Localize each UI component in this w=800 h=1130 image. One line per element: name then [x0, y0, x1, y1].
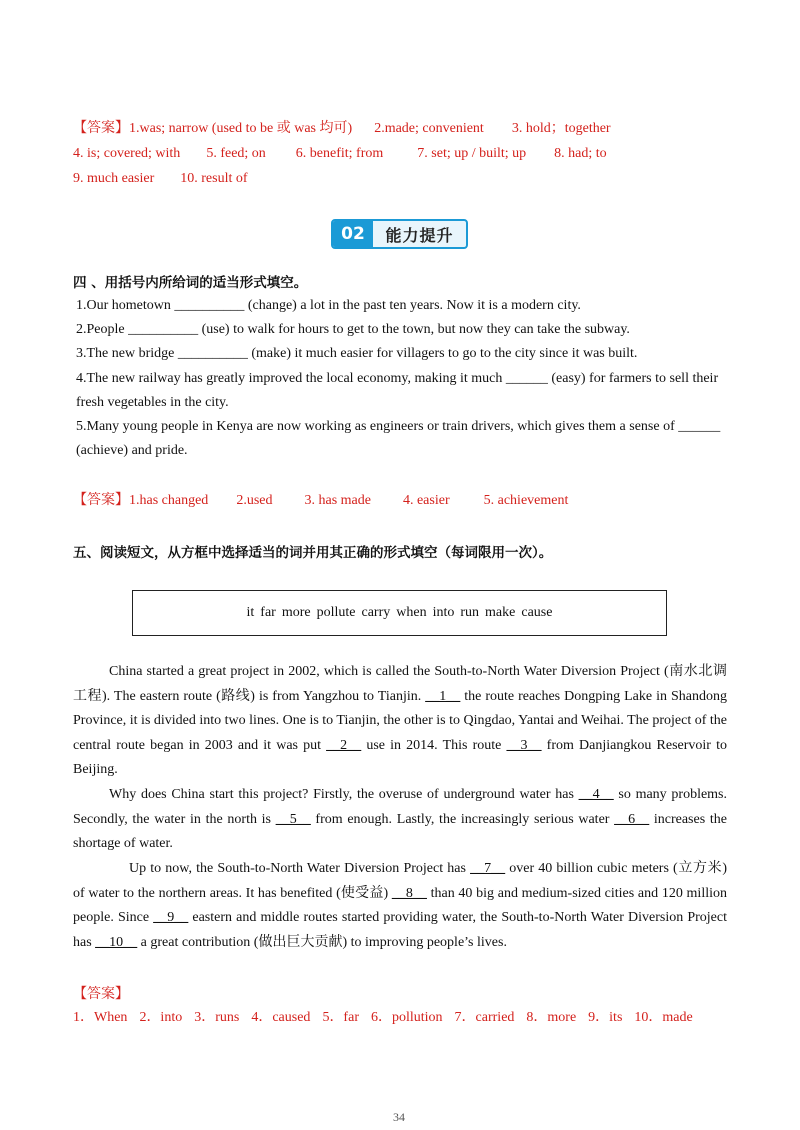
passage-text: so many problems. Secondly, the water in the north is: [73, 787, 728, 827]
answer-item: 3. has made: [304, 493, 371, 508]
answer-label: 【答案】: [73, 121, 129, 136]
answer-line-3: [73, 169, 248, 189]
answer-item: 9. much easier: [73, 171, 155, 186]
passage-text: than 40 big and medium-sized cities and 120 million people. Since: [73, 885, 727, 926]
blank-9: __9__: [153, 910, 189, 926]
answer-item: 8. had; to: [554, 146, 607, 161]
word-bank-item: more: [281, 605, 311, 620]
answer-line-2: [73, 144, 607, 164]
word-bank-box: [132, 590, 667, 636]
blank-10: __10__: [95, 934, 138, 950]
answer-line-4: [73, 491, 568, 511]
answer-item: 1.has changed: [129, 493, 209, 508]
blank-3: __3__: [506, 737, 542, 753]
answer-item: 1.was; narrow (used to be 或 was 均可): [129, 121, 353, 136]
answer-item: 4．caused: [251, 1010, 311, 1025]
answer-item: 5．far: [322, 1010, 359, 1025]
blank-2: __2__: [326, 737, 362, 753]
section-number: 02: [333, 221, 373, 247]
question-3: 3.The new bridge __________ (make) it much easier for villagers to go to the city since it was built.: [76, 346, 638, 361]
answer-item: 5. achievement: [483, 493, 569, 508]
passage-text: Why does China start this project? Firstly, the overuse of underground water has: [109, 787, 579, 802]
question-4-cont: fresh vegetables in the city.: [76, 395, 229, 410]
question-5: 5.Many young people in Kenya are now working as engineers or train drivers, which gives them a sense of ______: [76, 419, 721, 434]
answer-line-1: [73, 119, 611, 139]
section4-heading: 四 、用括号内所给词的适当形式填空。: [73, 275, 308, 291]
passage-text: increases the shortage of water.: [73, 811, 727, 852]
blank-4: __4__: [578, 787, 614, 802]
word-bank-item: far: [260, 605, 276, 620]
passage-text: a great contribution (做出巨大贡献) to improving people’s lives.: [137, 934, 507, 950]
blank-7: __7__: [470, 861, 506, 876]
answer-item: 4. easier: [402, 493, 450, 508]
word-bank-item: when: [396, 605, 427, 620]
question-4: 4.The new railway has greatly improved the local economy, making it much ______ (easy) for farmers to sell their: [76, 371, 719, 386]
answer-item: 5. feed; on: [206, 146, 266, 161]
section-badge: [331, 219, 468, 249]
passage-text: use in 2014. This route: [361, 737, 507, 753]
answer-item: 7. set; up / built; up: [417, 146, 527, 161]
word-bank-item: pollute: [316, 605, 356, 620]
answer-item: 3．runs: [194, 1010, 240, 1025]
passage-text: over 40 billion cubic meters (立方米) of water to the northern areas. It has benefited (使受益): [73, 861, 727, 901]
answer-item: 2．into: [139, 1010, 183, 1025]
word-bank-item: make: [485, 605, 516, 620]
passage-text: from Danjiangkou Reservoir to Beijing.: [73, 737, 727, 778]
answer-item: 2.used: [236, 493, 273, 508]
passage-paragraph-3: [73, 857, 727, 955]
answer-item: 4. is; covered; with: [73, 146, 181, 161]
question-1: 1.Our hometown __________ (change) a lot in the past ten years. Now it is a modern city.: [76, 298, 581, 313]
word-bank-item: run: [460, 605, 480, 620]
answer-item: 2.made; convenient: [374, 121, 484, 136]
page-number: 34: [393, 1110, 405, 1124]
word-bank-item: cause: [521, 605, 553, 620]
passage-text: the route reaches Dongping Lake in Shandong Province, it is divided into two lines. One is to Tianjin, the other is to Qingdao, Yantai and Weihai. The project of the central route began in 2003 and it was put: [73, 688, 727, 753]
passage-paragraph-2: [73, 783, 727, 857]
answer-item: 10．made: [634, 1010, 693, 1025]
section5-heading: 五、阅读短文，从方框中选择适当的词并用其正确的形式填空（每词限用一次）。: [73, 545, 553, 561]
answer-item: 1．When: [73, 1010, 128, 1025]
passage-text: eastern and middle routes started providing water, the South-to-North Water Diversion Project has: [73, 910, 728, 950]
answer-label: 【答案】: [73, 493, 129, 508]
answer-item: 8．more: [526, 1010, 577, 1025]
word-bank-item: carry: [361, 605, 391, 620]
answer-item: 7．carried: [454, 1010, 515, 1025]
word-bank-item: into: [432, 605, 455, 620]
question-2: 2.People __________ (use) to walk for hours to get to the town, but now they can take the subway.: [76, 322, 630, 337]
answer-item: 6. benefit; from: [295, 146, 384, 161]
blank-8: __8__: [391, 885, 427, 901]
answer-label-3: 【答案】: [73, 987, 129, 1002]
blank-5: __5__: [275, 811, 311, 827]
answer-item: 9．its: [588, 1010, 623, 1025]
question-5-cont: (achieve) and pride.: [76, 443, 188, 458]
word-bank-item: it: [246, 605, 255, 620]
answer-line-5: [73, 1008, 693, 1028]
answer-item: 10. result of: [180, 171, 248, 186]
passage-text: Up to now, the South-to-North Water Diversion Project has: [129, 861, 471, 876]
section-title: 能力提升: [385, 225, 454, 245]
answer-item: 3. hold；together: [511, 121, 611, 136]
passage-paragraph-1: [73, 660, 727, 783]
answer-item: 6．pollution: [370, 1010, 443, 1025]
passage-text: from enough. Lastly, the increasingly serious water: [310, 811, 615, 827]
blank-6: __6__: [614, 811, 650, 827]
passage-text: China started a great project in 2002, which is called the South-to-North Water Diversion Project (南水北调工程). The eastern route (路线) is from Yangzhou to Tianjin.: [73, 664, 727, 704]
blank-1: __1__: [425, 688, 461, 704]
